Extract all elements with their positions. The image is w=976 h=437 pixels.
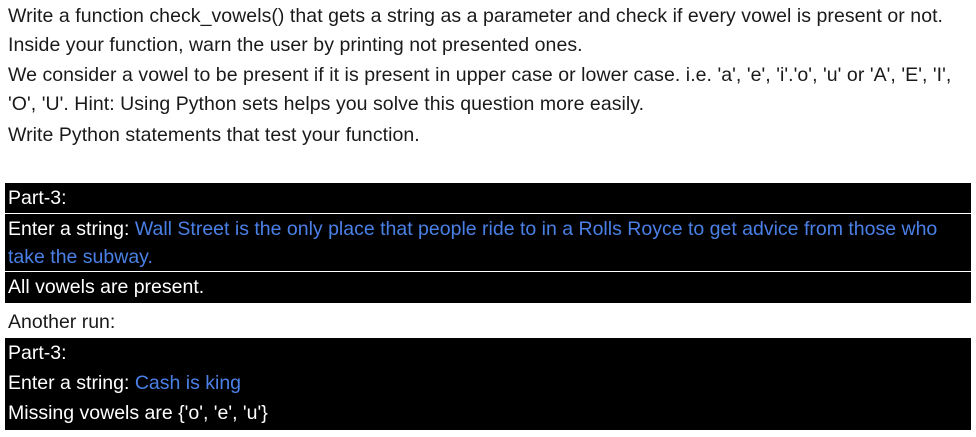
console-result: All vowels are present.	[8, 276, 205, 298]
instruction-paragraph-2: We consider a vowel to be present if it is present in upper case or lower case. i.e. 'a', 'e', 'i'.'o', 'u' or 'A', 'E', 'I', 'O', 'U'. Hint: Using Python sets helps you solve this question more easily.	[8, 64, 952, 115]
instruction-paragraph-1: Write a function check_vowels() that gets a string as a parameter and check if every vowel is present or not. Inside your function, warn the user by printing not presented ones.	[8, 5, 944, 56]
instruction-paragraph-3: Write Python statements that test your function.	[8, 124, 420, 146]
console-result: Missing vowels are {'o', 'e', 'u'}	[8, 402, 268, 424]
console-prompt: Enter a string:	[8, 372, 135, 394]
console-input-line	[8, 368, 971, 398]
console-header: Part-3:	[8, 187, 67, 209]
console-prompt: Enter a string:	[8, 218, 135, 240]
console-header: Part-3:	[8, 342, 67, 364]
another-run-label: Another run:	[8, 311, 116, 333]
console-input-line	[8, 214, 971, 271]
console-user-input: Cash is king	[134, 372, 242, 394]
console-output-run-2	[5, 338, 971, 430]
console-user-input: Wall Street is the only place that people ride to in a Rolls Royce to get advice from those who take the subway.	[8, 218, 938, 268]
console-output-run-1	[5, 183, 971, 303]
